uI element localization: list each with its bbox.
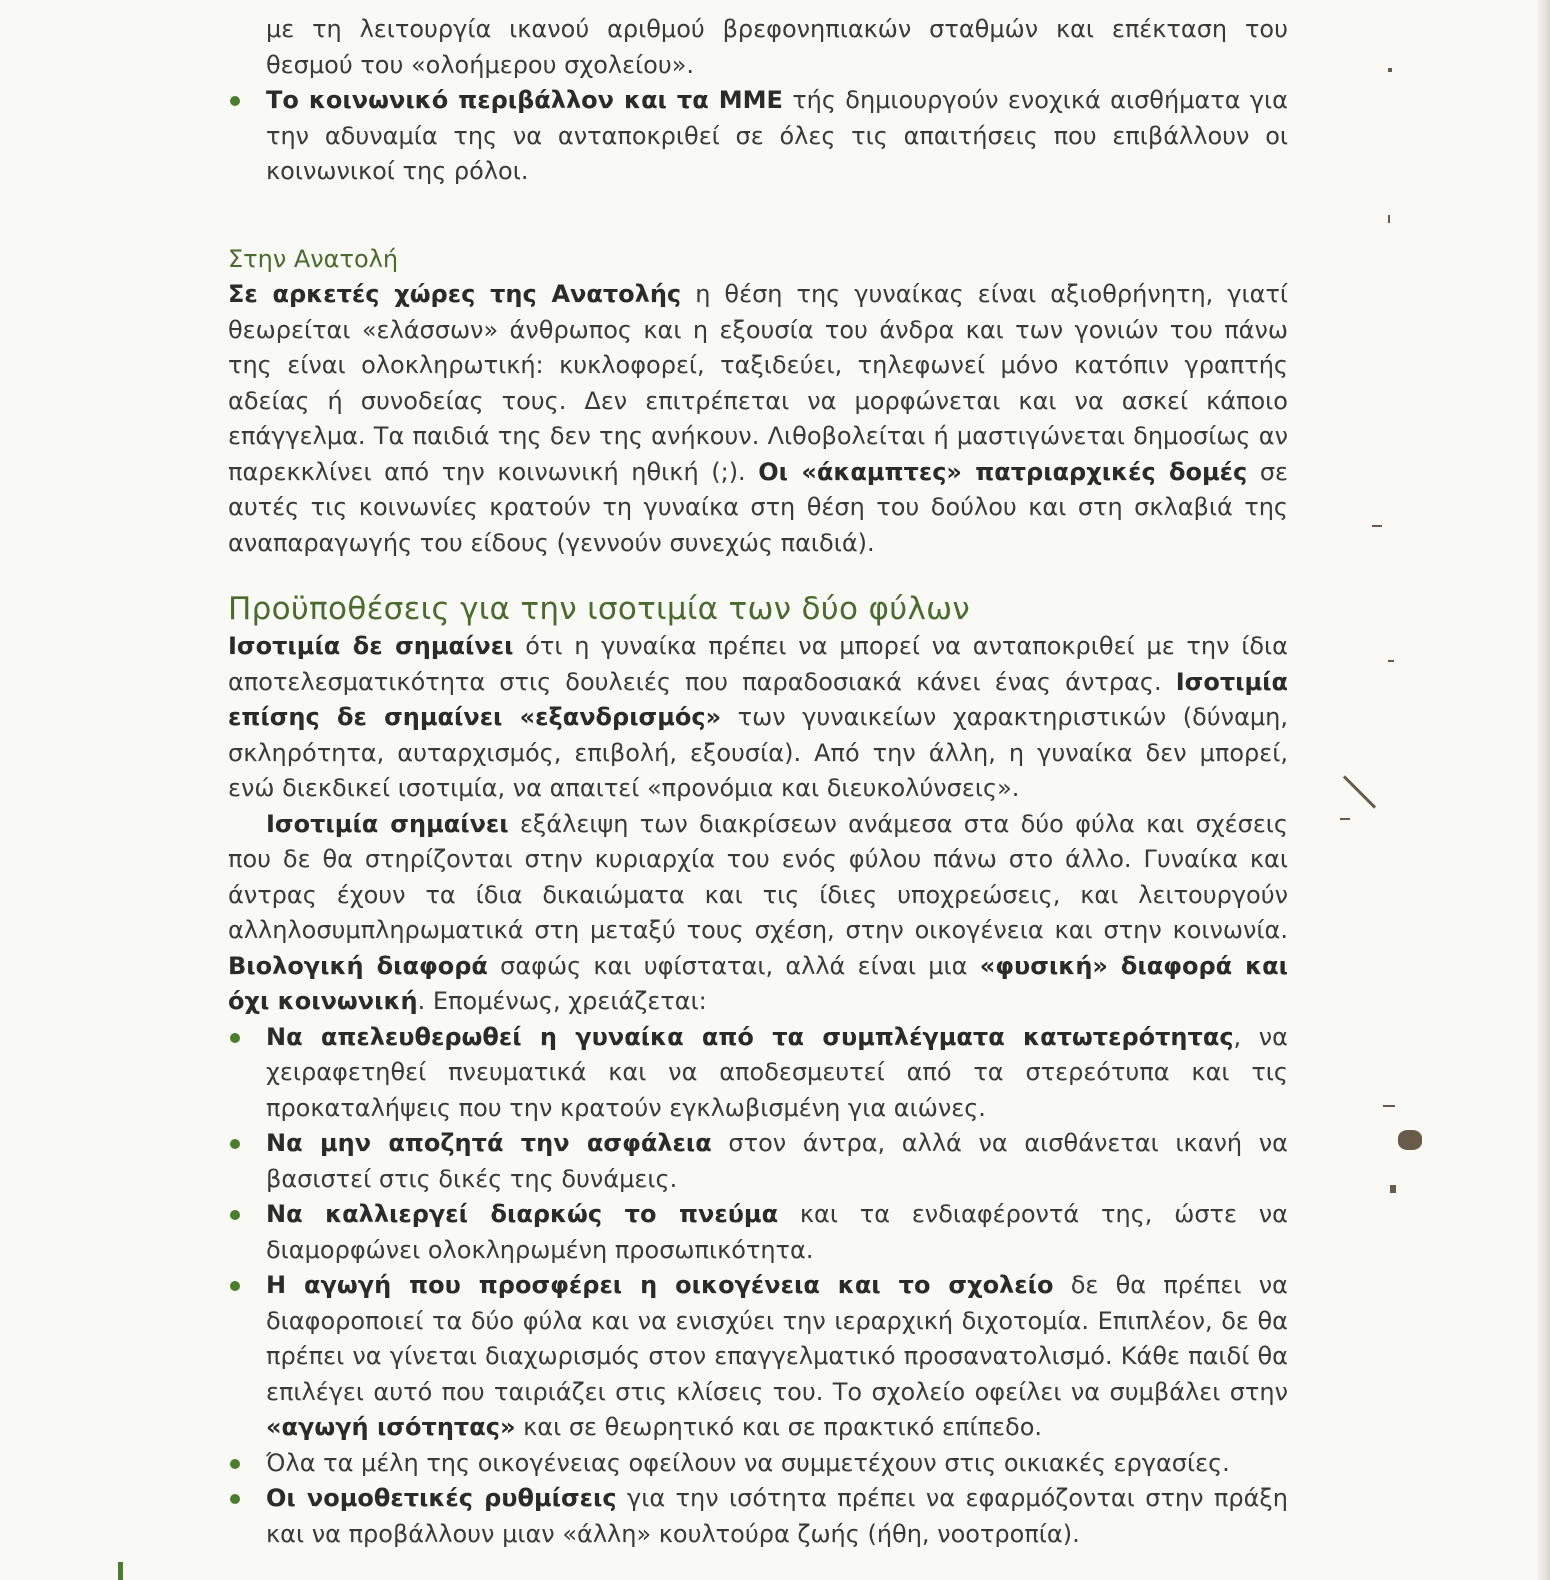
bullet-icon [230, 1210, 240, 1220]
scan-speck [1343, 775, 1376, 808]
bold-phrase: Να μην αποζητά την ασφάλεια [266, 1129, 712, 1157]
bullet-icon [230, 1033, 240, 1043]
bold-phrase: Σε αρκετές χώρες της Ανατολής [228, 280, 682, 308]
paragraph-text: σαφώς και υφίσταται, αλλά είναι μια [487, 951, 980, 980]
bold-phrase: Ισοτιμία σημαίνει [266, 809, 509, 838]
bold-phrase: Το κοινωνικό περιβάλλον και τα ΜΜΕ [266, 86, 783, 114]
bold-phrase: «φυσική» διαφορά και όχι κοινωνική [228, 951, 1289, 1015]
list-item [228, 1197, 1288, 1268]
equality-paragraph-2 [228, 807, 1288, 1020]
list-item [228, 1020, 1288, 1127]
text-column [228, 12, 1288, 1552]
scan-speck [1383, 1105, 1395, 1107]
list-item [228, 1481, 1288, 1552]
list-item [228, 1126, 1288, 1197]
continuation-paragraph: με τη λειτουργία ικανού αριθμού βρεφονηπιακών σταθμών και επέκταση του θεσμού του «ολοήμερου σχολείου». [266, 15, 1288, 79]
bullet-icon [230, 1281, 240, 1291]
list-item [228, 1268, 1288, 1446]
bullet-icon [230, 1494, 240, 1504]
item-text: , να χειραφετηθεί πνευματικά και να αποδεσμευτεί από τα στερεότυπα και τις προκαταλήψεις που την κρατούν εγκλωβισμένη για αιώνες. [266, 1022, 1289, 1122]
bullet-icon [230, 1459, 240, 1469]
section-heading-equality: Προϋποθέσεις για την ισοτιμία των δύο φύλων [228, 591, 970, 627]
bold-phrase: Οι νομοθετικές ρυθμίσεις [266, 1484, 617, 1512]
item-text: τής δημιουργούν ενοχικά αισθήματα για την αδυναμία της να ανταποκριθεί σε όλες τις απαιτήσεις που επιβάλλουν οι κοινωνικοί της ρόλοι. [266, 86, 1288, 185]
item-text: δε θα πρέπει να διαφοροποιεί τα δύο φύλα και να ενισχύει την ιεραρχική διχοτομία. Επιπλέον, δε θα πρέπει να γίνεται διαχωρισμός στον επαγγελματικό προσανατολισμό. Κάθε παιδί θα επιλέγει αυτό που ταιριάζει στις κλίσεις του. Το σχολείο οφείλει να συμβάλει στην [266, 1271, 1288, 1406]
list-item [228, 83, 1288, 190]
requirements-list [228, 1020, 1288, 1553]
scan-speck [1390, 1185, 1396, 1193]
bullet-icon [230, 1139, 240, 1149]
paragraph-text: εξάλειψη των διακρίσεων ανάμεσα στα δύο φύλα και σχέσεις που δε θα στηρίζονται στην κυριαρχία του ενός φύλου πάνω στο άλλο. Γυναίκα και άντρας έχουν τα ίδια δικαιώματα και τις ίδιες υποχρεώσεις, και λειτουργούν αλληλοσυμπληρωματικά στη μεταξύ τους σχέση, στην οικογένεια και στην κοινωνία. [228, 809, 1289, 944]
top-bullet-list [228, 83, 1288, 190]
page-edge-shadow [1538, 0, 1550, 1580]
bold-phrase: Να απελευθερωθεί η γυναίκα από τα συμπλέγματα κατωτερότητας [266, 1022, 1234, 1051]
scan-speck [1388, 68, 1392, 72]
margin-green-mark [118, 1562, 123, 1580]
item-text: Όλα τα μέλη της οικογένειας οφείλουν να συμμετέχουν στις οικιακές εργασίες. [266, 1448, 1230, 1477]
paragraph-text: . Επομένως, χρειάζεται: [417, 987, 707, 1015]
bold-phrase: «αγωγή ισότητας» [266, 1413, 516, 1441]
bold-phrase: Βιολογική διαφορά [228, 951, 488, 980]
list-item [228, 1446, 1288, 1482]
bold-phrase: Η αγωγή που προσφέρει η οικογένεια και το σχολείο [266, 1271, 1054, 1299]
bold-phrase: Ισοτιμία δε σημαίνει [228, 632, 514, 660]
equality-paragraph-1 [228, 629, 1288, 807]
scan-speck [1340, 818, 1350, 820]
scan-speck [1398, 1130, 1422, 1150]
east-paragraph [228, 277, 1288, 561]
bullet-icon [230, 96, 240, 106]
paragraph-text: των γυναικείων χαρακτηριστικών (δύναμη, σκληρότητα, αυταρχισμός, επιβολή, εξουσία). Από την άλλη, η γυναίκα δεν μπορεί, ενώ διεκδικεί ισοτιμία, να απαιτεί «προνόμια και διευκολύνσεις». [228, 703, 1289, 802]
bold-phrase: Οι «άκαμπτες» πατριαρχικές δομές [758, 457, 1248, 486]
scan-speck [1372, 525, 1382, 527]
bold-phrase: Να καλλιεργεί διαρκώς το πνεύμα [266, 1200, 779, 1228]
bold-phrase: Ισοτιμία επίσης δε σημαίνει «εξανδρισμός» [228, 667, 1288, 731]
item-text: για την ισότητα πρέπει να εφαρμόζονται στην πράξη και να προβάλλουν μιαν «άλλη» κουλτούρα ζωής (ήθη, νοοτροπία). [266, 1484, 1288, 1548]
section-heading-east: Στην Ανατολή [228, 244, 399, 273]
item-text: στον άντρα, αλλά να αισθάνεται ικανή να βασιστεί στις δικές της δυνάμεις. [266, 1129, 1289, 1193]
paragraph-text: ότι η γυναίκα πρέπει να μπορεί να ανταποκριθεί με την ίδια αποτελεσματικότητα στις δουλειές που παραδοσιακά κάνει ένας άντρας. [228, 632, 1288, 696]
paragraph-text: η θέση της γυναίκας είναι αξιοθρήνητη, γιατί θεωρείται «ελάσσων» άνθρωπος και η εξουσία του άνδρα και των γονιών του πάνω της είναι ολοκληρωτική: κυκλοφορεί, ταξιδεύει, τηλεφωνεί μόνο κατόπιν γραπτής αδείας ή συνοδείας τους. Δεν επιτρέπεται να μορφώνεται και να ασκεί κάποιο επάγγελμα. Τα παιδιά της δεν της ανήκουν. Λιθοβολείται ή μαστιγώνεται δημοσίως αν παρεκκλίνει από την κοινωνική ηθική (;). [228, 280, 1289, 486]
scan-speck [1388, 660, 1394, 662]
paragraph-text: σε αυτές τις κοινωνίες κρατούν τη γυναίκα στη θέση του δούλου και στη σκλαβιά της αναπαραγωγής του είδους (γεννούν συνεχώς παιδιά). [228, 457, 1289, 557]
item-text: και τα ενδιαφέροντά της, ώστε να διαμορφώνει ολοκληρωμένη προσωπικότητα. [266, 1200, 1288, 1264]
scan-speck [1388, 215, 1390, 223]
item-text: και σε θεωρητικό και σε πρακτικό επίπεδο. [515, 1413, 1043, 1441]
